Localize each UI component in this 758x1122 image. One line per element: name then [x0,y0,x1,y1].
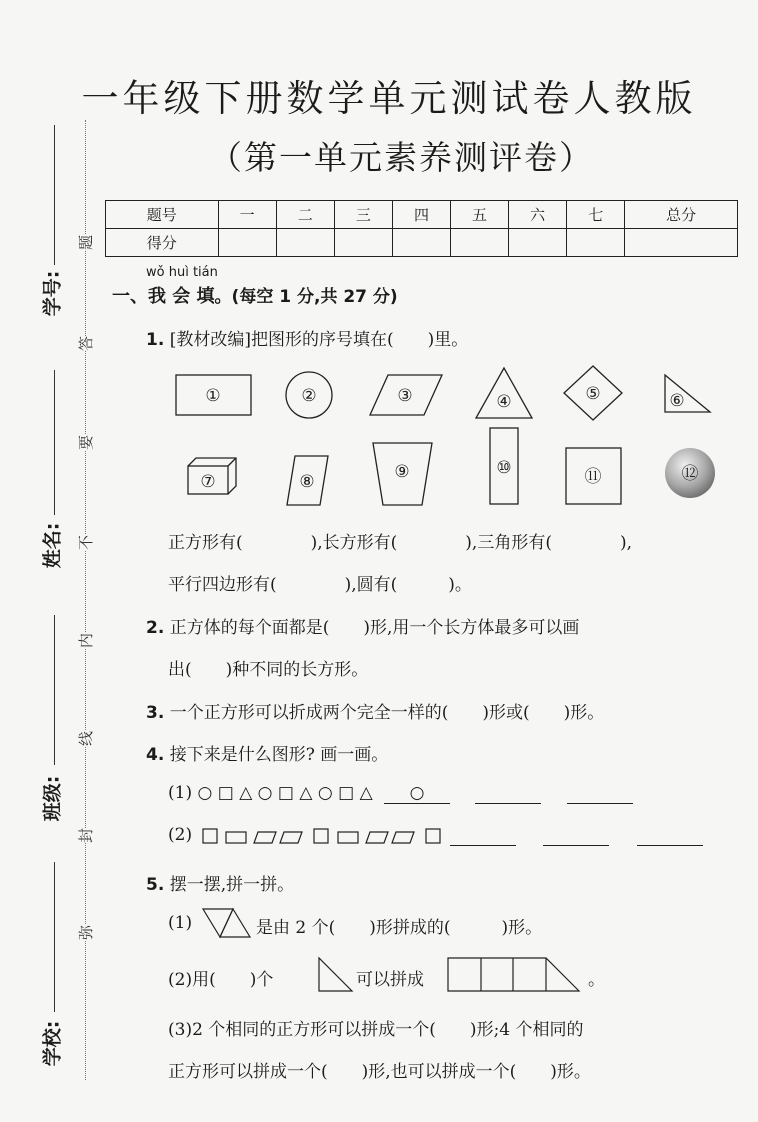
question-number: 5. [146,875,165,895]
name-field[interactable] [54,370,55,515]
shape-number-label: ③ [397,386,413,406]
q4-part-2-sequence [200,826,450,848]
sphere-shape [665,448,715,498]
question-text: 接下来是什么图形? 画一画。 [169,745,389,765]
cube-shape [188,458,236,494]
score-table-score-row [106,229,738,257]
trapezoid-shape [373,443,432,505]
q5-part-1-text: 是由 2 个( )形拼成的( )形。 [256,918,543,938]
question-3 [146,698,604,723]
answer-blank[interactable] [543,825,609,846]
score-table-header-row [106,201,738,229]
shape-number-label: ⑩ [496,458,512,478]
page-title: 一年级下册数学单元测试卷人教版 [81,77,697,120]
shape-number-label: ⑫ [681,464,699,484]
student-id-label: 学号: [41,270,64,317]
tilted-quad-shape [287,456,328,505]
shape-number-label: ① [205,386,221,406]
question-text: [教材改编]把图形的序号填在( )里。 [169,330,469,350]
table-cell: 七 [567,201,625,229]
table-cell: 四 [392,201,450,229]
school-label: 学校: [41,1020,64,1067]
score-input-cell[interactable] [276,229,334,257]
question-number: 4. [146,745,165,765]
square-shape [566,448,621,504]
score-input-cell[interactable] [392,229,450,257]
class-label: 班级: [41,775,64,822]
table-cell: 六 [509,201,567,229]
table-cell: 题号 [106,201,219,229]
seal-char: 内 [77,632,96,649]
answer-blank[interactable] [450,825,516,846]
shape-sequence: ○ □ △ ○ □ △ ○ □ △ [197,783,373,803]
score-input-cell[interactable] [218,229,276,257]
rhombus-shape [564,366,622,420]
score-input-cell[interactable] [334,229,392,257]
section-label: 一、我 会 填 [112,286,215,307]
question-4 [146,740,388,765]
page-subtitle: （第一单元素养测评卷） [209,138,594,177]
rectangle-shape [176,375,251,415]
score-input-cell[interactable] [625,229,738,257]
q5-part-3-line-2: 正方形可以拼成一个( )形,也可以拼成一个( )形。 [168,1062,591,1082]
question-1 [146,325,468,350]
table-cell: 总分 [625,201,738,229]
section-pinyin: wǒ huì tián [146,265,218,280]
q5-part-3-line-1: (3)2 个相同的正方形可以拼成一个( )形;4 个相同的 [168,1020,584,1040]
name-label: 姓名: [41,522,64,569]
question-text: 摆一摆,拼一拼。 [169,875,295,895]
score-input-cell[interactable] [509,229,567,257]
seal-char: 不 [77,534,96,551]
part-label: (1) [168,783,193,803]
answer-blank[interactable] [567,783,633,804]
shape-number-label: ⑪ [584,467,602,487]
question-number: 2. [146,618,165,638]
shape-number-label: ⑤ [585,384,601,404]
seal-char: 答 [77,335,96,352]
class-field[interactable] [54,615,55,765]
q5-part-2-c: 。 [588,970,605,990]
answer-blank[interactable]: ○ [384,783,450,804]
q1-answer-line-2: 平行四边形有( ),圆有( )。 [168,575,472,595]
question-5 [146,870,294,895]
seal-char: 封 [77,827,96,844]
q1-answer-line-1: 正方形有( ),长方形有( ),三角形有( ), [168,533,633,553]
school-field[interactable] [54,862,55,1012]
score-input-cell[interactable] [451,229,509,257]
part-label: (2) [168,825,193,845]
question-number: 3. [146,703,165,723]
tall-rectangle-shape [490,428,518,504]
shape-number-label: ⑧ [299,472,315,492]
shape-number-label: ④ [496,392,512,412]
q2-line-2: 出( )种不同的长方形。 [168,660,369,680]
table-cell: 五 [451,201,509,229]
seal-char: 题 [77,234,96,251]
shape-number-label: ② [301,386,317,406]
answer-blank[interactable] [475,783,541,804]
score-input-cell[interactable] [567,229,625,257]
q5-part-2-a: (2)用( )个 [168,970,274,990]
seal-char: 要 [77,434,96,451]
section-points: 。(每空 1 分,共 27 分) [214,287,398,307]
question-text: 正方体的每个面都是( )形,用一个长方体最多可以画 [169,618,580,638]
triangle-shape [476,368,532,418]
table-cell: 三 [334,201,392,229]
shape-number-label: ⑨ [394,462,410,482]
q4-part-1 [168,783,633,804]
circle-shape [286,372,332,418]
shape-number-label: ⑦ [200,472,216,492]
question-text: 一个正方形可以折成两个完全一样的( )形或( )形。 [169,703,605,723]
question-number: 1. [146,330,165,350]
q5-part-1-label: (1) [168,913,193,933]
score-table [105,200,738,257]
q4-part-2-blanks [450,825,703,846]
two-triangles-figure [200,906,256,940]
seal-char: 线 [77,730,96,747]
shape-number-label: ⑥ [669,391,685,411]
composite-shape-figure [446,956,582,994]
right-triangle-figure [316,955,356,995]
right-triangle-shape [665,375,710,412]
seal-char: 弥 [77,924,96,941]
q4-part-2 [168,825,192,845]
q1-shapes [160,360,750,520]
parallelogram-shape [370,375,442,415]
section-heading [112,282,398,308]
table-cell: 一 [218,201,276,229]
q5-part-2-b: 可以拼成 [356,970,424,990]
table-cell: 二 [276,201,334,229]
table-cell: 得分 [106,229,219,257]
answer-blank[interactable] [637,825,703,846]
question-2 [146,613,579,638]
